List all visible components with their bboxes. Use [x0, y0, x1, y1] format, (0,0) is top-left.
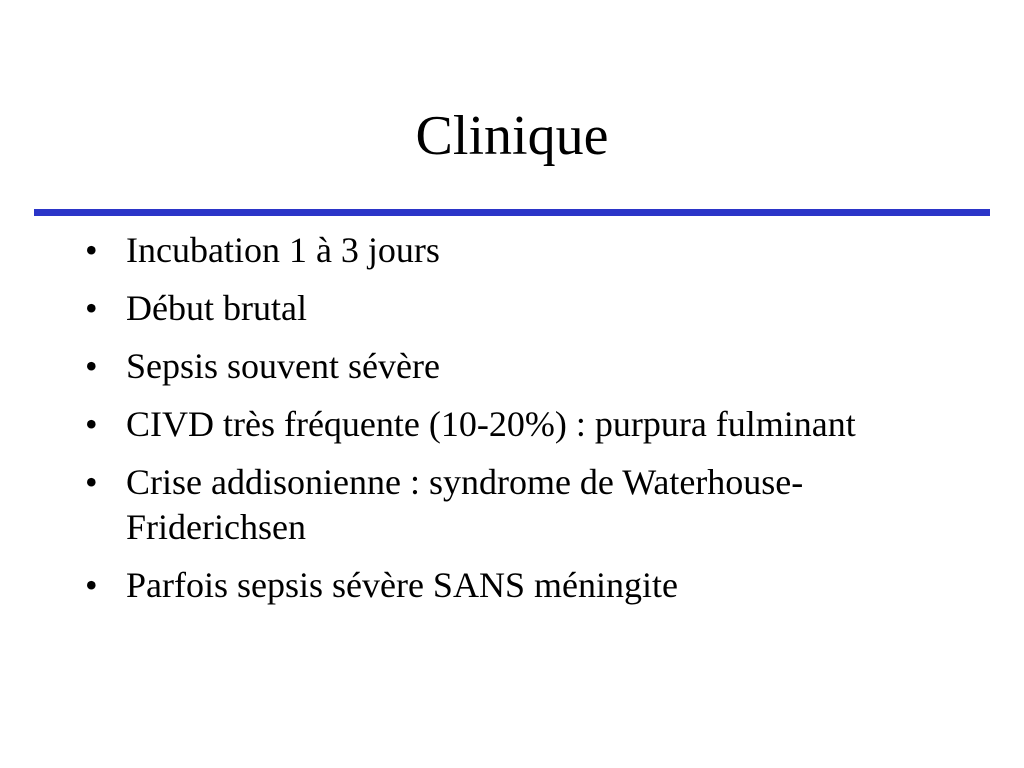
bullet-item	[85, 460, 965, 550]
bullet-text: Sepsis souvent sévère	[126, 346, 440, 386]
bullet-text: Incubation 1 à 3 jours	[126, 230, 440, 270]
bullet-item	[85, 563, 965, 608]
slide-title: Clinique	[415, 105, 609, 167]
bullet-item	[85, 286, 965, 331]
bullet-item	[85, 344, 965, 389]
bullet-item	[85, 228, 965, 273]
bullet-item	[85, 402, 965, 447]
bullet-icon: •	[85, 346, 98, 386]
bullet-text: Début brutal	[126, 288, 307, 328]
bullet-text: CIVD très fréquente (10-20%) : purpura fulminant	[126, 404, 856, 444]
bullet-icon: •	[85, 230, 98, 270]
bullet-icon: •	[85, 565, 98, 605]
bullet-icon: •	[85, 288, 98, 328]
title-divider	[34, 209, 990, 216]
bullet-icon: •	[85, 404, 98, 444]
bullet-list	[85, 228, 965, 621]
bullet-icon: •	[85, 462, 98, 502]
bullet-text: Crise addisonienne : syndrome de Waterhouse-Friderichsen	[126, 462, 804, 547]
bullet-text: Parfois sepsis sévère SANS méningite	[126, 565, 678, 605]
